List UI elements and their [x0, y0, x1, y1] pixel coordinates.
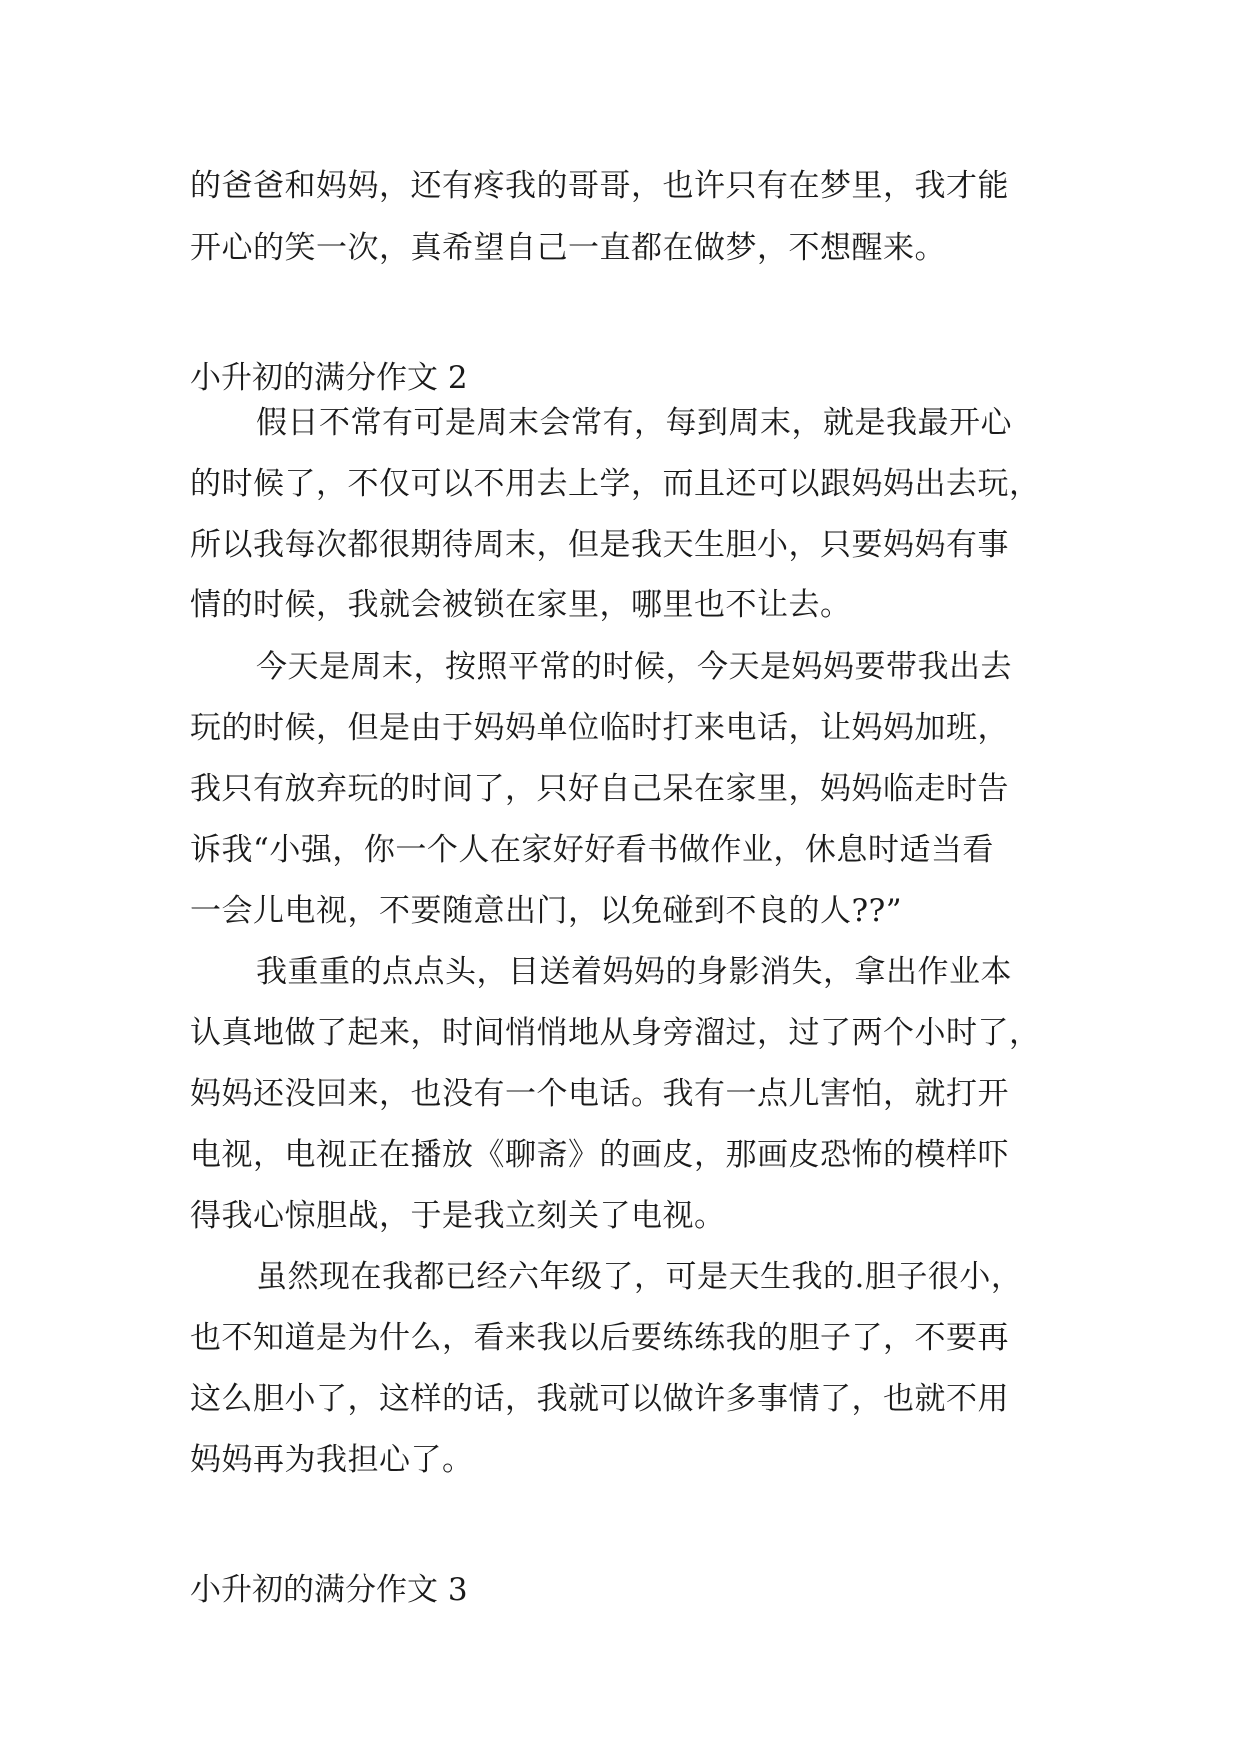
essay-2-paragraph-3-line-4: 电视，电视正在播放《聊斋》的画皮，那画皮恐怖的模样吓 [190, 1137, 1009, 1173]
essay-2-paragraph-3-line-1: 我重重的点点头，目送着妈妈的身影消失，拿出作业本 [256, 954, 1012, 990]
essay-2-paragraph-4-line-1: 虽然现在我都已经六年级了，可是天生我的.胆子很小， [256, 1259, 1023, 1295]
essay-2-paragraph-4-line-3: 这么胆小了，这样的话，我就可以做许多事情了，也就不用 [190, 1381, 1009, 1417]
essay-2-paragraph-2-line-4: 诉我“小强，你一个人在家好好看书做作业，休息时适当看 [190, 832, 994, 868]
essay-2-paragraph-4-line-4: 妈妈再为我担心了。 [190, 1442, 474, 1478]
essay-2-paragraph-3-line-5: 得我心惊胆战，于是我立刻关了电视。 [190, 1198, 726, 1234]
essay-2-paragraph-1-line-3: 所以我每次都很期待周末，但是我天生胆小，只要妈妈有事 [190, 527, 1009, 563]
essay-2-paragraph-4-line-2: 也不知道是为什么，看来我以后要练练我的胆子了，不要再 [190, 1320, 1009, 1356]
essay-2-paragraph-2-line-3: 我只有放弃玩的时间了，只好自己呆在家里，妈妈临走时告 [190, 771, 1009, 807]
continuation-line-1: 的爸爸和妈妈，还有疼我的哥哥，也许只有在梦里，我才能 [190, 168, 1009, 204]
essay-2-paragraph-2-line-1: 今天是周末，按照平常的时候，今天是妈妈要带我出去 [256, 649, 1012, 685]
continuation-line-2: 开心的笑一次，真希望自己一直都在做梦，不想醒来。 [190, 230, 946, 266]
essay-2-paragraph-1-line-4: 情的时候，我就会被锁在家里，哪里也不让去。 [190, 587, 852, 623]
essay-2-paragraph-3-line-2: 认真地做了起来，时间悄悄地从身旁溜过，过了两个小时了， [190, 1015, 1041, 1051]
essay-3-title: 小升初的满分作文 3 [190, 1572, 468, 1608]
essay-2-title: 小升初的满分作文 2 [190, 360, 468, 396]
essay-2-paragraph-2-line-5: 一会儿电视，不要随意出门，以免碰到不良的人??” [190, 893, 903, 929]
essay-2-paragraph-2-line-2: 玩的时候，但是由于妈妈单位临时打来电话，让妈妈加班， [190, 710, 1009, 746]
essay-2-paragraph-3-line-3: 妈妈还没回来，也没有一个电话。我有一点儿害怕，就打开 [190, 1076, 1009, 1112]
essay-2-paragraph-1-line-1: 假日不常有可是周末会常有，每到周末，就是我最开心 [256, 405, 1012, 441]
essay-2-paragraph-1-line-2: 的时候了，不仅可以不用去上学，而且还可以跟妈妈出去玩， [190, 466, 1041, 502]
